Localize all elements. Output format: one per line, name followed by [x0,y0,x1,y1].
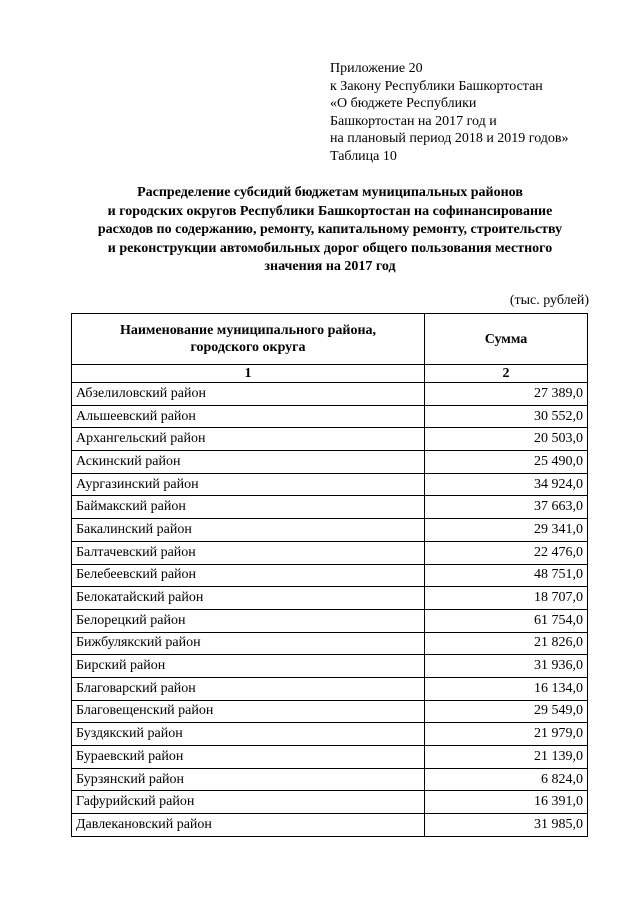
table-row [72,677,588,700]
table-row [72,564,588,587]
table-row [72,519,588,542]
table-row [72,700,588,723]
subsidy-amount: 48 751,0 [425,564,588,587]
title-line: и реконструкции автомобильных дорог общего пользования местного [107,240,553,256]
appendix-line: Приложение 20 [330,61,423,76]
table-row [72,814,588,837]
title-line: и городских округов Республики Башкортостан на софинансирование [107,203,553,219]
appendix-line: Башкортостан на 2017 год и [330,113,497,129]
district-name: Баймакский район [72,496,425,519]
title-line: значения на 2017 год [264,259,396,274]
header-name-line2: городского округа [190,340,306,355]
subsidy-amount: 29 549,0 [425,700,588,723]
district-name: Аскинский район [72,451,425,474]
subsidy-amount: 16 134,0 [425,677,588,700]
unit-label: (тыс. рублей) [509,293,589,308]
table-row [72,791,588,814]
district-name: Белебеевский район [72,564,425,587]
table-row [72,496,588,519]
subsidy-table [71,313,588,837]
table-row [72,451,588,474]
appendix-line: на плановый период 2018 и 2019 годов» [330,131,569,147]
document-title [60,184,600,277]
appendix-line: к Закону Республики Башкортостан [330,78,543,94]
appendix-line: «О бюджете Республики [330,96,477,112]
appendix-line: Таблица 10 [330,148,397,164]
header-name [72,314,425,365]
subsidy-amount: 34 924,0 [425,473,588,496]
subsidy-amount: 6 824,0 [425,768,588,791]
subsidy-amount: 18 707,0 [425,587,588,610]
table-row [72,541,588,564]
district-name: Альшеевский район [72,405,425,428]
subsidy-amount: 37 663,0 [425,496,588,519]
table-header-row [72,314,588,365]
table-row [72,655,588,678]
subsidy-amount: 25 490,0 [425,451,588,474]
subsidy-amount: 20 503,0 [425,428,588,451]
district-name: Белокатайский район [72,587,425,610]
subsidy-amount: 21 139,0 [425,746,588,769]
subsidy-amount: 21 826,0 [425,632,588,655]
subsidy-amount: 21 979,0 [425,723,588,746]
subsidy-amount: 16 391,0 [425,791,588,814]
appendix-block [330,60,569,166]
table-row [72,383,588,406]
table-row [72,587,588,610]
header-name-line1: Наименование муниципального района, [119,323,377,338]
district-name: Бураевский район [72,746,425,769]
district-name: Буздякский район [72,723,425,746]
subsidy-amount: 30 552,0 [425,405,588,428]
title-line: расходов по содержанию, ремонту, капитальному ремонту, строительству [97,222,563,237]
district-name: Архангельский район [72,428,425,451]
subsidy-amount: 31 936,0 [425,655,588,678]
district-name: Бурзянский район [72,768,425,791]
subsidy-amount: 29 341,0 [425,519,588,542]
subsidy-amount: 31 985,0 [425,814,588,837]
table-row [72,609,588,632]
title-line: Распределение субсидий бюджетам муниципальных районов [137,185,523,200]
district-name: Абзелиловский район [72,383,425,406]
table-row [72,405,588,428]
table-row [72,723,588,746]
column-number-1: 1 [72,365,425,383]
table-row [72,428,588,451]
table-column-numbers [72,365,588,383]
subsidy-amount: 61 754,0 [425,609,588,632]
table-row [72,632,588,655]
table-body [72,383,588,837]
column-number-2: 2 [425,365,588,383]
district-name: Гафурийский район [72,791,425,814]
district-name: Давлекановский район [72,814,425,837]
table-row [72,746,588,769]
header-sum: Сумма [425,314,588,365]
subsidy-amount: 22 476,0 [425,541,588,564]
district-name: Аургазинский район [72,473,425,496]
district-name: Бакалинский район [72,519,425,542]
district-name: Бирский район [72,655,425,678]
subsidy-amount: 27 389,0 [425,383,588,406]
district-name: Благовещенский район [72,700,425,723]
district-name: Бижбулякский район [72,632,425,655]
district-name: Балтачевский район [72,541,425,564]
table-row [72,473,588,496]
district-name: Благоварский район [72,677,425,700]
district-name: Белорецкий район [72,609,425,632]
table-row [72,768,588,791]
